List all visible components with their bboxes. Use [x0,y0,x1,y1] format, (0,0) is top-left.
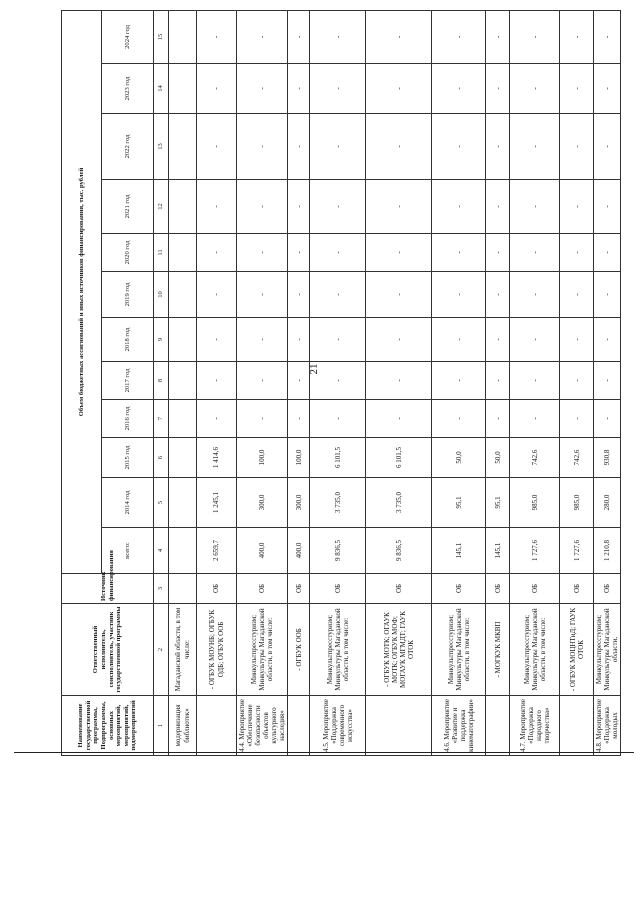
program-name-cell: модернизация библиотек» [169,696,197,756]
year-2020-cell [169,234,197,272]
header-year: 2024 год [102,10,154,63]
year-2016-cell: - [594,400,621,438]
responsible-cell: Минкультпресстуризм; Минкультуры Магаданской области, в том числе: [432,604,486,696]
page-number: 21 [308,363,320,375]
year-2023-cell: - [594,64,621,114]
year-2021-cell: - [432,180,486,234]
year-2020-cell: - [366,234,432,272]
year-2018-cell: - [366,318,432,362]
year-2023-cell: - [197,64,237,114]
year-2016-cell: - [486,400,510,438]
year-2024-cell: - [510,10,560,63]
year-2024-cell [169,10,197,63]
table-body [169,10,621,755]
year-2022-cell: - [510,114,560,180]
total-cell: 400,0 [237,528,288,574]
year-2014-cell: 3 735,0 [366,478,432,528]
year-2024-cell: - [366,10,432,63]
total-cell: 145,1 [486,528,510,574]
year-2024-cell: - [560,10,594,63]
header-program-name: Наименование государственной программы, Подпрограммы, основных мероприятий, мероприятий, подмероприятий [62,696,154,756]
year-2015-cell: 1 414,6 [197,438,237,478]
table-row [288,10,310,755]
year-2024-cell: - [310,10,366,63]
year-2018-cell: - [560,318,594,362]
year-2023-cell: - [432,64,486,114]
year-2021-cell: - [237,180,288,234]
header-year: 2016 год [102,400,154,438]
year-2014-cell: 1 245,1 [197,478,237,528]
year-2015-cell: 742,6 [510,438,560,478]
year-2019-cell: - [288,272,310,318]
year-2022-cell: - [366,114,432,180]
year-2022-cell: - [432,114,486,180]
year-2024-cell: - [288,10,310,63]
year-2014-cell: 300,0 [237,478,288,528]
funding-source-cell: ОБ [310,574,366,604]
column-number: 1 [154,696,169,756]
year-2018-cell: - [432,318,486,362]
year-2014-cell: 3 735,0 [310,478,366,528]
year-2021-cell: - [510,180,560,234]
column-number: 2 [154,604,169,696]
total-cell: 400,0 [288,528,310,574]
year-2017-cell: - [237,362,288,400]
funding-source-cell: ОБ [594,574,621,604]
program-name-cell [288,696,310,756]
header-funding-source: Источник финансирования [62,574,154,604]
year-2022-cell: - [560,114,594,180]
page-divider-line [14,752,634,753]
header-year: 2023 год [102,64,154,114]
responsible-cell: - ОГБУК МОУНБ; ОГБУК ОДБ; ОГБУК ООБ [197,604,237,696]
funding-source-cell: ОБ [237,574,288,604]
year-2024-cell: - [594,10,621,63]
header-year: 2014 год [102,478,154,528]
program-name-cell: 4.4. Мероприятие «Обеспечение безопасности объектов культурного наследия» [237,696,288,756]
header-responsible: Ответственный исполнитель, соисполнитель, участник государственной программы [62,604,154,696]
budget-allocation-table [61,10,621,756]
total-cell: 2 659,7 [197,528,237,574]
year-2023-cell: - [237,64,288,114]
year-2016-cell: - [310,400,366,438]
year-2017-cell: - [310,362,366,400]
year-2015-cell: 6 101,5 [310,438,366,478]
program-name-cell [197,696,237,756]
year-2017-cell: - [366,362,432,400]
year-2017-cell: - [197,362,237,400]
year-2016-cell [169,400,197,438]
year-2017-cell: - [486,362,510,400]
total-cell: 9 836,5 [366,528,432,574]
funding-source-cell: ОБ [560,574,594,604]
year-2014-cell: 95,1 [432,478,486,528]
table-row [169,10,197,755]
year-2018-cell: - [310,318,366,362]
year-2023-cell: - [288,64,310,114]
year-2024-cell: - [237,10,288,63]
funding-source-cell: ОБ [432,574,486,604]
year-2016-cell: - [510,400,560,438]
year-2017-cell: - [510,362,560,400]
year-2019-cell: - [486,272,510,318]
year-2018-cell: - [594,318,621,362]
column-number: 6 [154,438,169,478]
header-year: 2021 год [102,180,154,234]
year-2014-cell: 95,1 [486,478,510,528]
column-number: 12 [154,180,169,234]
year-2022-cell: - [197,114,237,180]
year-2017-cell: - [560,362,594,400]
program-name-cell [560,696,594,756]
header-year: 2017 год [102,362,154,400]
year-2020-cell: - [288,234,310,272]
year-2014-cell: 280,0 [594,478,621,528]
year-2015-cell: 742,6 [560,438,594,478]
total-cell: 145,1 [432,528,486,574]
header-year: 2019 год [102,272,154,318]
responsible-cell: Магаданской области, в том числе: [169,604,197,696]
column-number: 8 [154,362,169,400]
year-2016-cell: - [432,400,486,438]
responsible-cell: Минкультпресстуризм; Минкультуры Магаданской области, в том числе: [510,604,560,696]
year-2017-cell: - [594,362,621,400]
year-2016-cell: - [237,400,288,438]
responsible-cell: Минкультпресстуризм; Минкультуры Магаданской области, в том числе: [310,604,366,696]
total-cell: 1 727,6 [560,528,594,574]
year-2016-cell: - [560,400,594,438]
year-2021-cell: - [366,180,432,234]
year-2020-cell: - [197,234,237,272]
column-number: 11 [154,234,169,272]
year-2015-cell: 50,0 [486,438,510,478]
column-number: 15 [154,10,169,63]
year-2019-cell: - [560,272,594,318]
column-number: 13 [154,114,169,180]
program-name-cell: 4.5. Мероприятие «Поддержка современного искусства» [310,696,366,756]
header-year: 2018 год [102,318,154,362]
column-number: 4 [154,528,169,574]
year-2015-cell: 100,0 [237,438,288,478]
column-number: 5 [154,478,169,528]
year-2017-cell: - [432,362,486,400]
responsible-cell: - ОГБУК ООБ [288,604,310,696]
year-2023-cell: - [486,64,510,114]
responsible-cell: - ОГБУК МОЦНТиД; ГАУК ОТОК [560,604,594,696]
table-row [560,10,594,755]
funding-source-cell [169,574,197,604]
year-2020-cell: - [310,234,366,272]
year-2018-cell: - [288,318,310,362]
column-number: 14 [154,64,169,114]
year-2022-cell [169,114,197,180]
header-total: всего: [102,528,154,574]
program-name-cell [486,696,510,756]
year-2014-cell [169,478,197,528]
year-2014-cell: 985,0 [560,478,594,528]
column-number: 3 [154,574,169,604]
responsible-cell: - ОГБУК МОТК; ОГАУК МОТК; ОГБУК МОФ; МОГАУК МГМДТ; ГАУК ОТОК [366,604,432,696]
total-cell: 1 727,6 [510,528,560,574]
year-2018-cell: - [486,318,510,362]
funding-source-cell: ОБ [197,574,237,604]
header-year: 2020 год [102,234,154,272]
year-2023-cell: - [310,64,366,114]
year-2023-cell: - [510,64,560,114]
year-2020-cell: - [510,234,560,272]
year-2021-cell: - [197,180,237,234]
year-2020-cell: - [594,234,621,272]
year-2021-cell: - [310,180,366,234]
column-number-row [154,10,169,755]
year-2016-cell: - [197,400,237,438]
year-2014-cell: 985,0 [510,478,560,528]
table-row [510,10,560,755]
year-2018-cell: - [237,318,288,362]
year-2024-cell: - [197,10,237,63]
funding-source-cell: ОБ [366,574,432,604]
responsible-cell: Минкультпресстуризм; Минкультуры Магаданской области, [594,604,621,696]
year-2021-cell: - [594,180,621,234]
year-2019-cell: - [237,272,288,318]
table-row [594,10,621,755]
program-name-cell [366,696,432,756]
year-2022-cell: - [288,114,310,180]
year-2024-cell: - [432,10,486,63]
funding-source-cell: ОБ [288,574,310,604]
table-row [310,10,366,755]
year-2018-cell: - [510,318,560,362]
total-cell [169,528,197,574]
table-row [237,10,288,755]
column-number: 7 [154,400,169,438]
year-2015-cell: 6 101,5 [366,438,432,478]
responsible-cell: Минкультпресстуризм; Минкультуры Магаданской области, в том числе: [237,604,288,696]
year-2015-cell: 930,8 [594,438,621,478]
year-2019-cell: - [197,272,237,318]
program-name-cell: 4.6. Мероприятие «Развитие и поддержка кинематографии» [432,696,486,756]
year-2019-cell: - [310,272,366,318]
year-2022-cell: - [237,114,288,180]
total-cell: 9 836,5 [310,528,366,574]
year-2023-cell [169,64,197,114]
program-name-cell: 4.7. Мероприятие «Поддержка народного творчества» [510,696,560,756]
year-2016-cell: - [288,400,310,438]
year-2019-cell: - [594,272,621,318]
year-2021-cell: - [486,180,510,234]
year-2024-cell: - [486,10,510,63]
year-2021-cell: - [288,180,310,234]
header-year: 2022 год [102,114,154,180]
responsible-cell: - МОГКУК МКВП [486,604,510,696]
year-2017-cell [169,362,197,400]
table-row [486,10,510,755]
year-2016-cell: - [366,400,432,438]
year-2022-cell: - [310,114,366,180]
header-funding-group: Объем бюджетных ассигнований и иных источников финансирования, тыс. рублей [62,10,102,573]
year-2019-cell: - [510,272,560,318]
year-2019-cell: - [432,272,486,318]
table-row [197,10,237,755]
year-2017-cell: - [288,362,310,400]
year-2015-cell: 50,0 [432,438,486,478]
year-2015-cell: 100,0 [288,438,310,478]
column-number: 9 [154,318,169,362]
year-2018-cell [169,318,197,362]
year-2023-cell: - [366,64,432,114]
column-number: 10 [154,272,169,318]
header-year: 2015 год [102,438,154,478]
year-2020-cell: - [432,234,486,272]
budget-table-container [61,11,620,756]
funding-source-cell: ОБ [510,574,560,604]
year-2021-cell [169,180,197,234]
total-cell: 1 210,8 [594,528,621,574]
year-2022-cell: - [486,114,510,180]
year-2020-cell: - [486,234,510,272]
year-2018-cell: - [197,318,237,362]
year-2019-cell: - [366,272,432,318]
year-2015-cell [169,438,197,478]
year-2021-cell: - [560,180,594,234]
table-row [432,10,486,755]
year-2020-cell: - [560,234,594,272]
year-2020-cell: - [237,234,288,272]
year-2023-cell: - [560,64,594,114]
year-2019-cell [169,272,197,318]
year-2022-cell: - [594,114,621,180]
funding-source-cell: ОБ [486,574,510,604]
program-name-cell: 4.8. Мероприятие «Поддержка молодых [594,696,621,756]
table-row [366,10,432,755]
year-2014-cell: 300,0 [288,478,310,528]
